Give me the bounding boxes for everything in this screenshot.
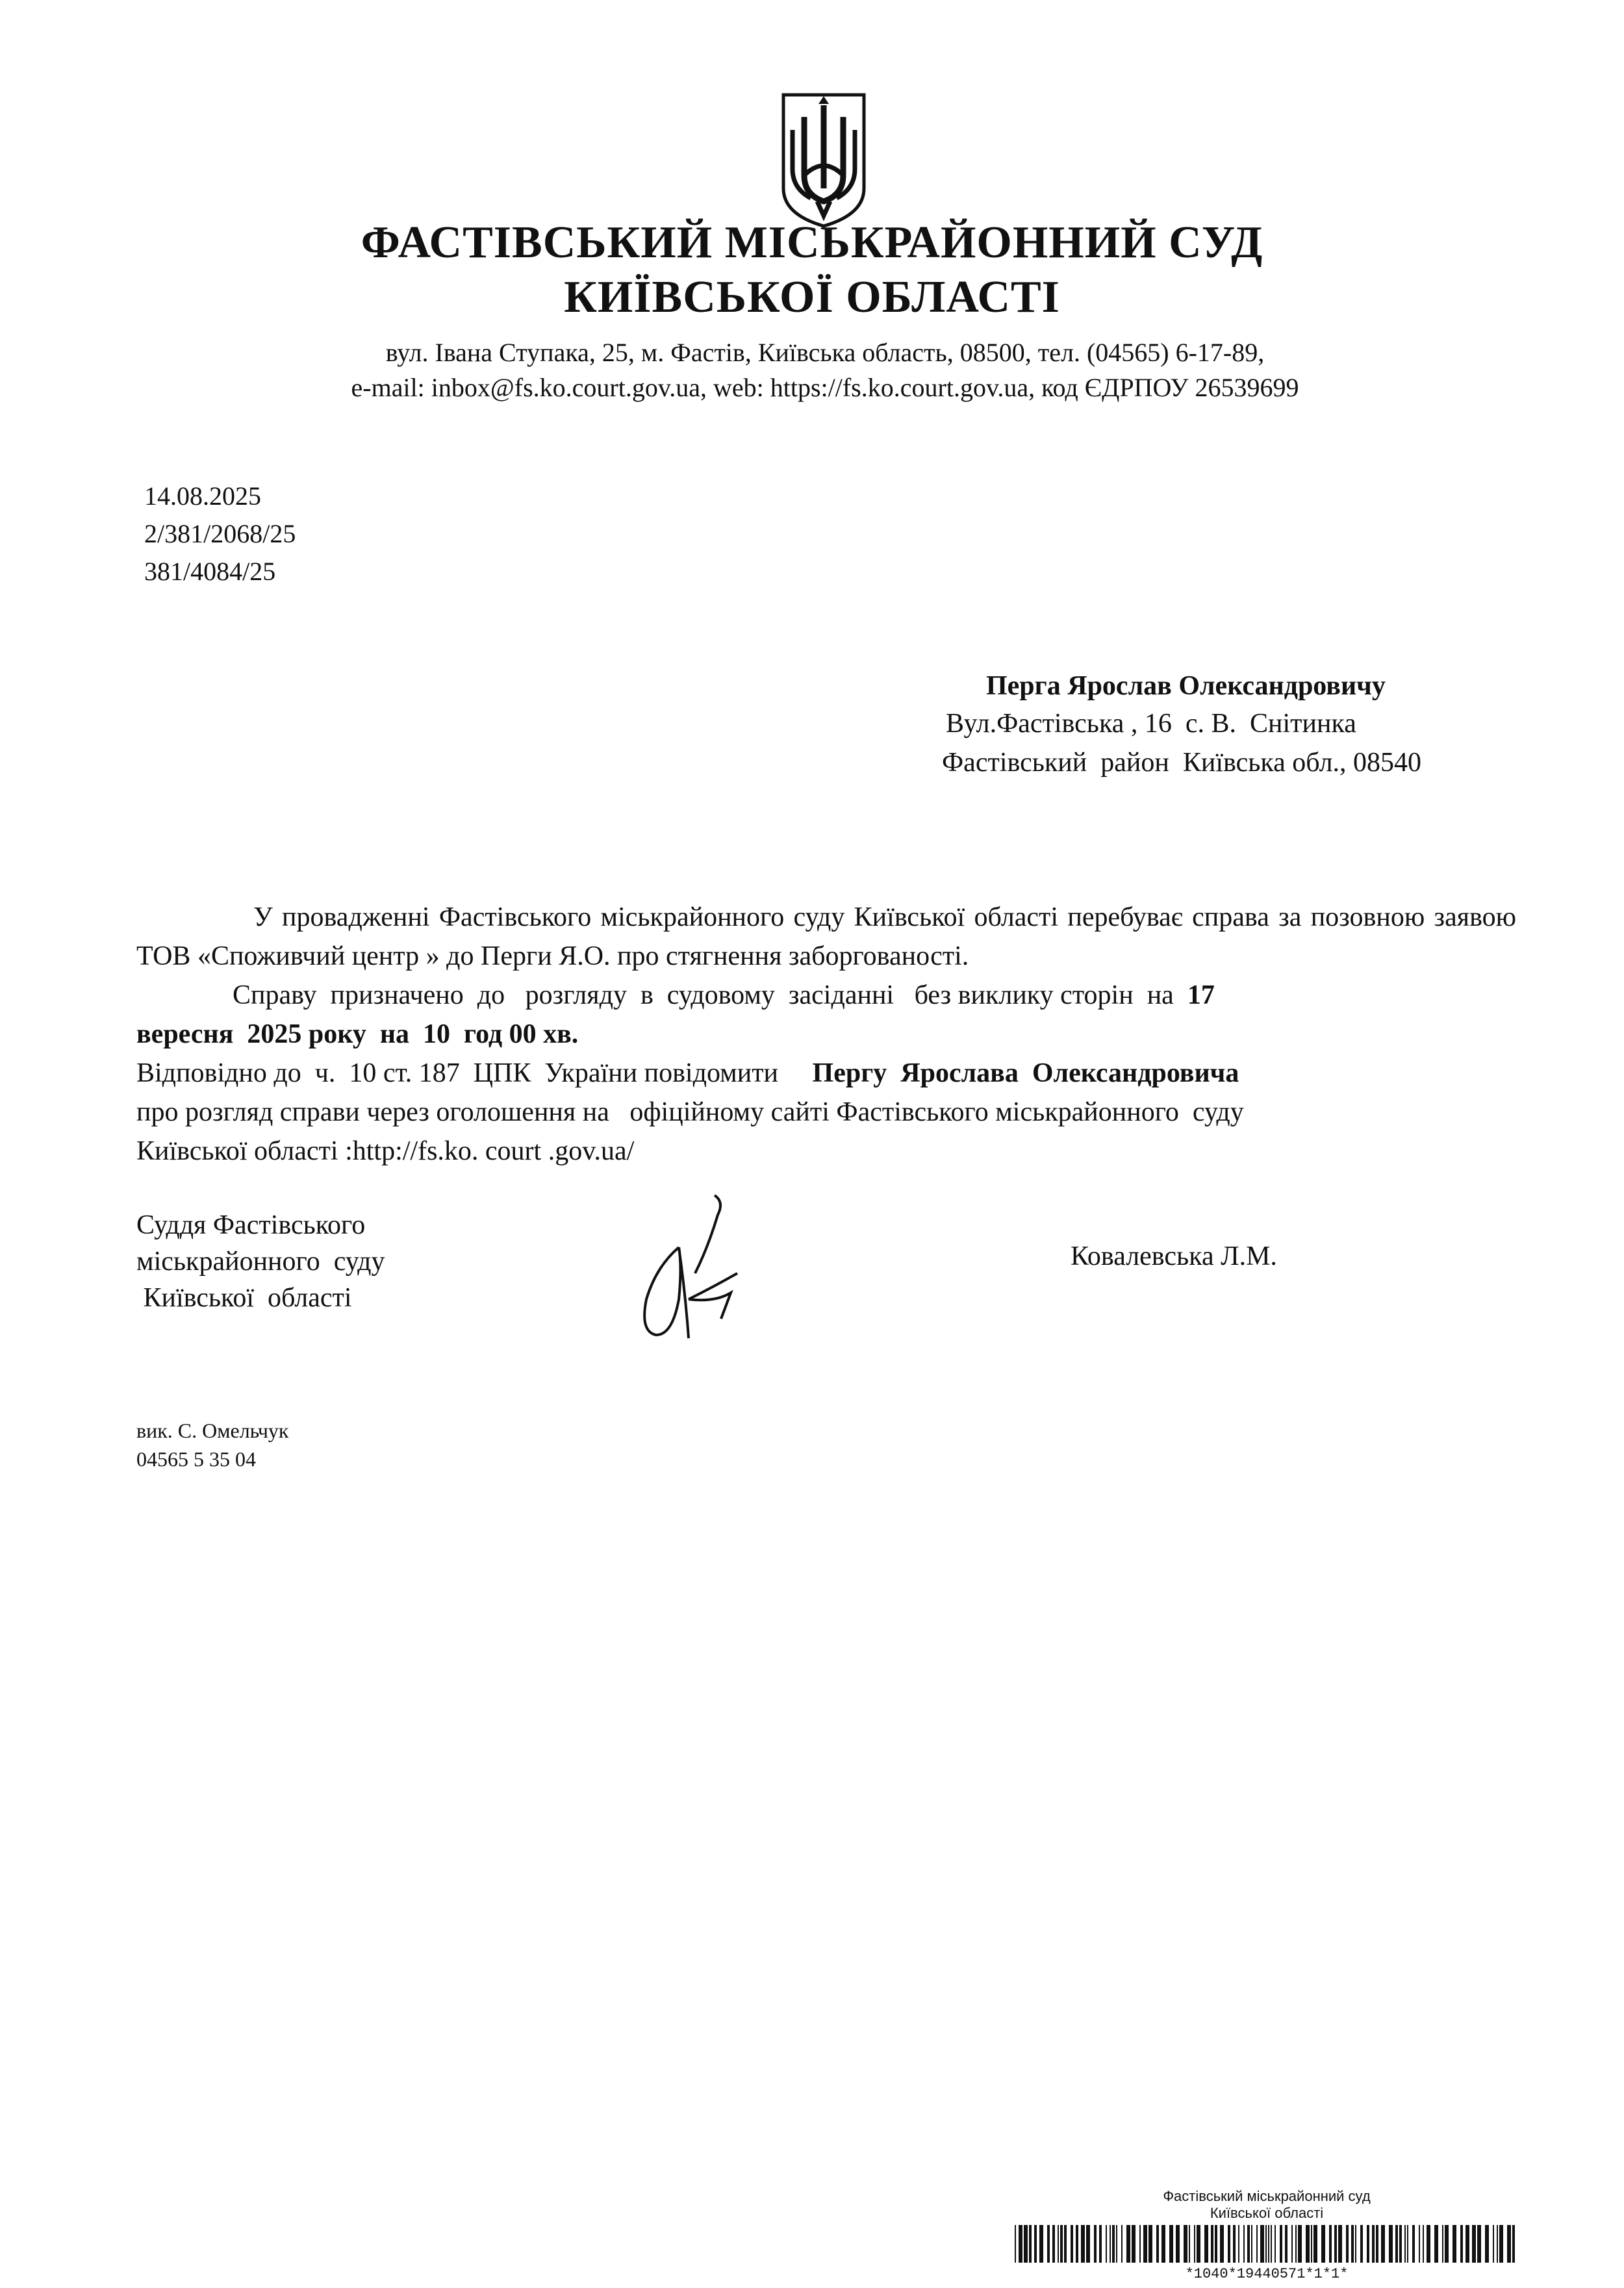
barcode-bar: [1143, 2225, 1147, 2263]
barcode-bar: [1086, 2225, 1090, 2263]
court-name-line2: КИЇВСЬКОЇ ОБЛАСТІ: [564, 272, 1060, 322]
barcode-bar: [1148, 2225, 1152, 2263]
barcode-bar: [1238, 2225, 1239, 2263]
barcode-bar: [1161, 2225, 1165, 2263]
barcode-bar: [1139, 2225, 1141, 2263]
judge-title: [136, 1207, 385, 1316]
barcode-bar: [1407, 2225, 1408, 2263]
barcode-bar: [1156, 2225, 1159, 2263]
barcode-bar: [1507, 2225, 1511, 2263]
barcode-bar: [1271, 2225, 1272, 2263]
body-paragraph-3-line2: про розгляд справи через оголошення на офіційному сайті Фастівського міськрайонного суду: [136, 1097, 1244, 1127]
body-paragraph-3-line3: Київської області :http://fs.ko. court .gov.ua/: [136, 1136, 635, 1166]
barcode-bar: [1442, 2225, 1443, 2263]
barcode-bar: [1099, 2225, 1102, 2263]
barcode-bar: [1247, 2225, 1250, 2263]
barcode-bar: [1121, 2225, 1123, 2263]
barcode-bar: [1306, 2225, 1310, 2263]
barcode-bar: [1094, 2225, 1097, 2263]
outgoing-number: 381/4084/25: [144, 557, 276, 586]
barcode-bar: [1376, 2225, 1378, 2263]
executor-name: вик. С. Омельчук: [136, 1419, 289, 1442]
barcode-bar: [1039, 2225, 1043, 2263]
barcode-bar: [1412, 2225, 1415, 2263]
barcode-bar: [1251, 2225, 1252, 2263]
judge-title-line3: Київської області: [136, 1283, 352, 1313]
barcode-bar: [1256, 2225, 1258, 2263]
body-paragraph-3-line1: [136, 1054, 1239, 1093]
stamp-line2: Київської області: [1210, 2205, 1324, 2221]
barcode-bar: [1311, 2225, 1312, 2263]
barcode-bar: [1060, 2225, 1063, 2263]
barcode-bar: [1329, 2225, 1332, 2263]
barcode-bar: [1024, 2225, 1028, 2263]
notice-text: Відповідно до ч. 10 ст. 187 ЦПК України повідомити: [136, 1058, 813, 1088]
barcode-bar: [1313, 2225, 1317, 2263]
document-date: 14.08.2025: [144, 481, 261, 511]
barcode-bar: [1116, 2225, 1117, 2263]
barcode-number: *1040*19440571*1*1*: [1185, 2266, 1349, 2282]
barcode-bar: [1485, 2225, 1489, 2263]
barcode-bar: [1499, 2225, 1503, 2263]
recipient-name: Перга Ярослав Олександровичу: [986, 671, 1386, 701]
judge-name: Ковалевська Л.М.: [1071, 1241, 1277, 1271]
barcode-bar: [1169, 2225, 1173, 2263]
barcode-bar: [1472, 2225, 1476, 2263]
barcode-bar: [1493, 2225, 1494, 2263]
barcode-bar: [1220, 2225, 1224, 2263]
barcode-bar: [1334, 2225, 1337, 2263]
stamp-line1: Фастівський міськрайонний суд: [1163, 2188, 1371, 2204]
barcode-bar: [1360, 2225, 1363, 2263]
notified-person: Пергу Ярослава Олександровича: [812, 1058, 1239, 1088]
barcode-bar: [1268, 2225, 1269, 2263]
barcode-bar: [1427, 2225, 1430, 2263]
barcode-bar: [1260, 2225, 1264, 2263]
barcode-bar: [1265, 2225, 1267, 2263]
court-address-line1: вул. Івана Ступака, 25, м. Фастів, Київська область, 08500, тел. (04565) 6-17-89,: [385, 338, 1265, 367]
barcode-bar: [1126, 2225, 1130, 2263]
barcode: [1013, 2225, 1520, 2263]
barcode-bar: [1404, 2225, 1406, 2263]
barcode-bar: [1176, 2225, 1180, 2263]
handwritten-signature: [617, 1189, 786, 1358]
barcode-bar: [1351, 2225, 1354, 2263]
barcode-bar: [1215, 2225, 1217, 2263]
hearing-day: 17: [1187, 980, 1215, 1010]
barcode-bar: [1295, 2225, 1297, 2263]
barcode-bar: [1280, 2225, 1282, 2263]
coat-of-arms-emblem: [778, 91, 869, 229]
barcode-bar: [1132, 2225, 1136, 2263]
barcode-bar: [1512, 2225, 1515, 2263]
barcode-bar: [1445, 2225, 1449, 2263]
barcode-bar: [1298, 2225, 1302, 2263]
barcode-bar: [1076, 2225, 1078, 2263]
barcode-bar: [1204, 2225, 1208, 2263]
barcode-bar: [1197, 2225, 1200, 2263]
barcode-bar: [1389, 2225, 1393, 2263]
barcode-bar: [1338, 2225, 1342, 2263]
recipient-address-line2: Фастівський район Київська обл., 08540: [942, 748, 1422, 778]
barcode-bar: [1399, 2225, 1402, 2263]
barcode-bar: [1465, 2225, 1469, 2263]
case-number: 2/381/2068/25: [144, 519, 296, 548]
barcode-bar: [1381, 2225, 1385, 2263]
barcode-bar: [1321, 2225, 1325, 2263]
barcode-bar: [1112, 2225, 1115, 2263]
barcode-bar: [1019, 2225, 1022, 2263]
executor-phone: 04565 5 35 04: [136, 1447, 256, 1471]
hearing-datetime: вересня 2025 року на 10 год 00 хв.: [136, 1019, 579, 1049]
body-paragraph-2-line1: [233, 976, 1215, 1015]
barcode-bar: [1453, 2225, 1456, 2263]
barcode-bar: [1233, 2225, 1236, 2263]
body-paragraph-2-line2: [136, 1015, 578, 1054]
barcode-bar: [1228, 2225, 1230, 2263]
barcode-bar: [1477, 2225, 1481, 2263]
barcode-bar: [1460, 2225, 1463, 2263]
barcode-bar: [1372, 2225, 1375, 2263]
barcode-bar: [1275, 2225, 1276, 2263]
barcode-bar: [1346, 2225, 1349, 2263]
judge-title-line1: Суддя Фастівського: [136, 1210, 366, 1240]
court-name-line1: ФАСТІВСЬКИЙ МІСЬКРАЙОННИЙ СУД: [361, 218, 1263, 268]
judge-title-line2: міськрайонного суду: [136, 1247, 385, 1277]
barcode-bar: [1497, 2225, 1498, 2263]
barcode-bar: [1423, 2225, 1424, 2263]
barcode-bar: [1243, 2225, 1245, 2263]
barcode-bar: [1291, 2225, 1293, 2263]
barcode-bar: [1395, 2225, 1398, 2263]
barcode-bar: [1419, 2225, 1420, 2263]
court-stamp: [1013, 2188, 1520, 2222]
court-contacts-line2: e-mail: inbox@fs.ko.court.gov.ua, web: https://fs.ko.court.gov.ua, код ЄДРПОУ 26539699: [351, 373, 1299, 402]
barcode-bar: [1106, 2225, 1107, 2263]
body-paragraph-1: У провадженні Фастівського міськрайонного суду Київської області перебуває справа за позовною заявою ТОВ «Споживчий центр » до Перги Я.О. про стягнення заборгованості.: [136, 902, 1516, 971]
barcode-bar: [1110, 2225, 1111, 2263]
barcode-bar: [1355, 2225, 1356, 2263]
hearing-text: Справу призначено до розгляду в судовому засіданні без виклику сторін на: [233, 980, 1187, 1010]
executor-info: [136, 1416, 288, 1473]
barcode-bar: [1194, 2225, 1195, 2263]
barcode-bar: [1047, 2225, 1050, 2263]
barcode-bar: [1081, 2225, 1085, 2263]
barcode-bar: [1367, 2225, 1369, 2263]
barcode-bar: [1071, 2225, 1073, 2263]
barcode-bar: [1064, 2225, 1067, 2263]
barcode-bar: [1189, 2225, 1190, 2263]
barcode-bar: [1015, 2225, 1016, 2263]
barcode-bar: [1029, 2225, 1032, 2263]
barcode-bar: [1184, 2225, 1187, 2263]
barcode-bar: [1034, 2225, 1037, 2263]
recipient-address-line1: Вул.Фастівська , 16 с. В. Снітинка: [946, 709, 1356, 739]
barcode-bar: [1052, 2225, 1055, 2263]
barcode-bar: [1434, 2225, 1438, 2263]
barcode-bar: [1058, 2225, 1059, 2263]
barcode-bar: [1211, 2225, 1213, 2263]
barcode-bar: [1285, 2225, 1288, 2263]
